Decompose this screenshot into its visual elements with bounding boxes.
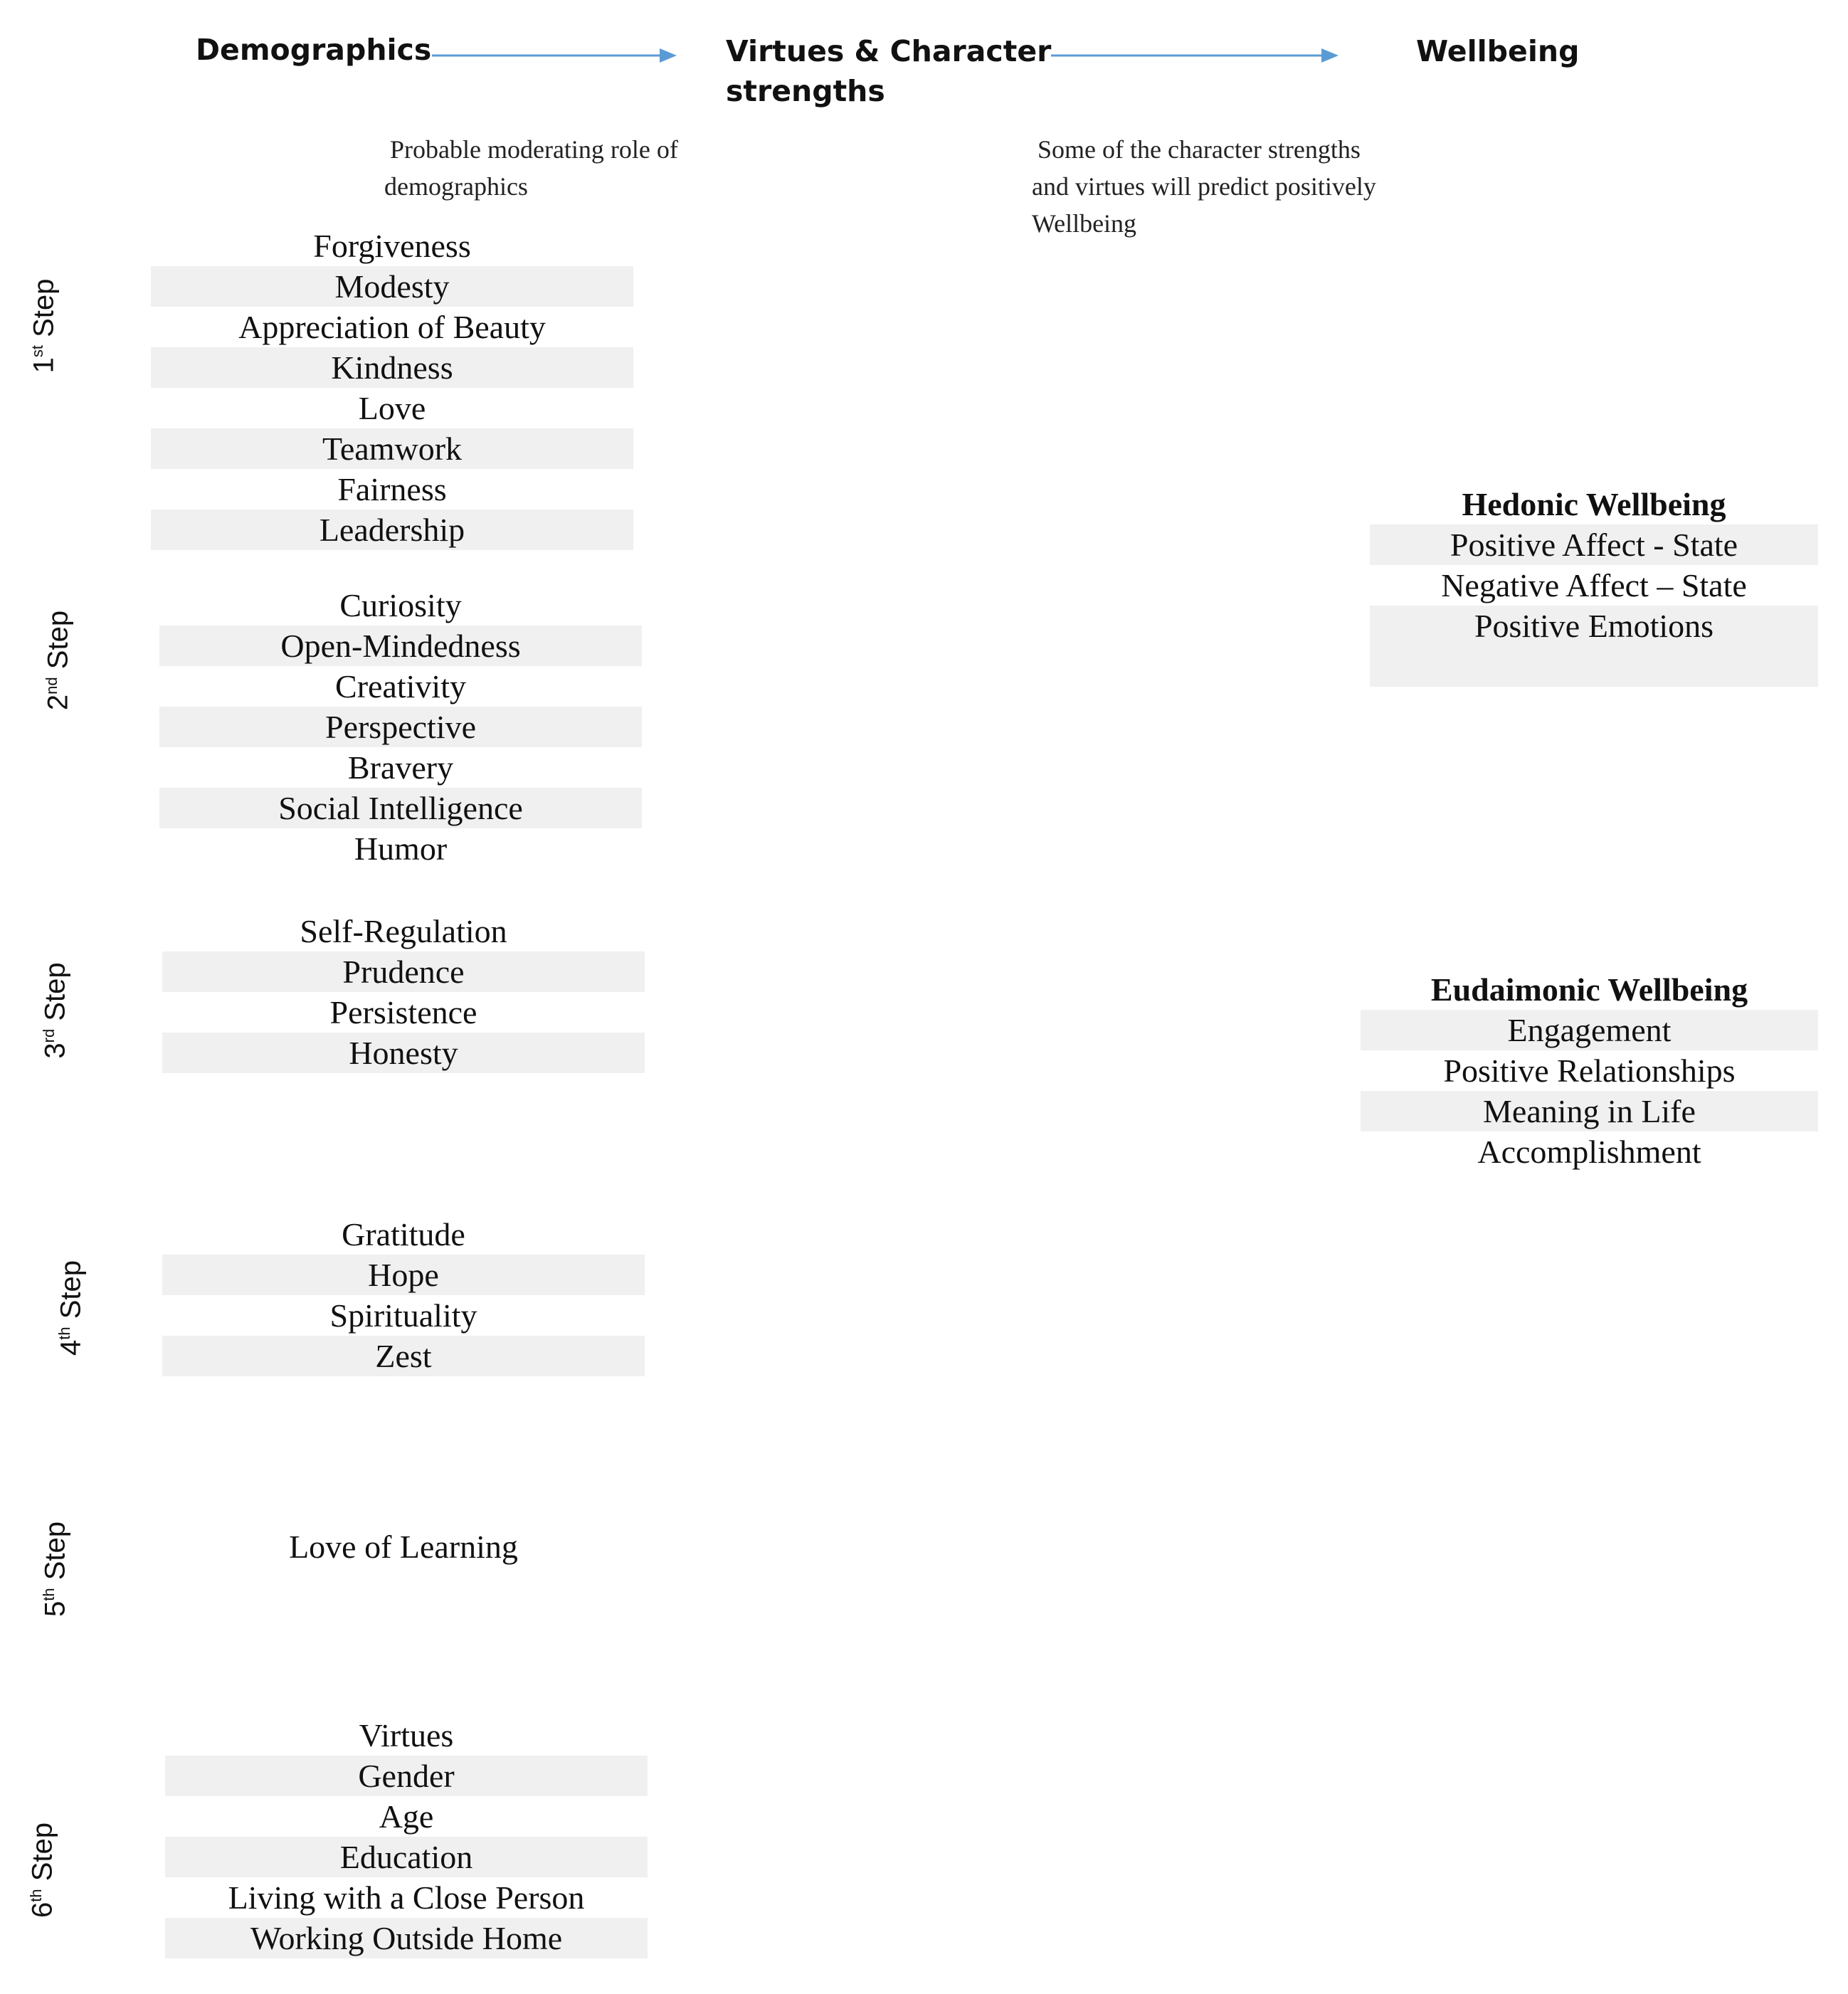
header-virtues-line1: Virtues & Character [726,34,1052,68]
step-3-list [162,911,645,1073]
list-item-social-intelligence: Social Intelligence [159,788,642,828]
list-item-persistence: Persistence [329,994,477,1030]
list-item-zest: Zest [162,1336,645,1376]
list-item-hope: Hope [162,1255,645,1295]
step-label-6: 6th Step [26,1822,58,1919]
arrow-virtues-to-wellbeing [1050,44,1341,67]
list-item-perspective: Perspective [159,707,642,747]
list-item-humor: Humor [354,830,448,867]
list-item-virtues: Virtues [359,1717,454,1753]
list-item-modesty: Modesty [151,266,633,307]
list-item-living-with-a-close-person: Living with a Close Person [228,1879,585,1916]
list-item-love: Love [358,390,426,426]
list-item-kindness: Kindness [151,347,633,388]
list-item-accomplishment: Accomplishment [1477,1134,1701,1170]
hedonic-filler-band [1370,646,1818,687]
note-prediction-line1: Some of the character strengths [1037,135,1361,164]
header-wellbeing: Wellbeing [1416,34,1580,68]
note-prediction-line3: Wellbeing [1032,209,1137,238]
step-6-list [165,1715,648,1958]
list-item-engagement: Engagement [1361,1010,1818,1050]
note-moderating-line2: demographics [384,172,528,201]
eudaimonic-wellbeing-title: Eudaimonic Wellbeing [1430,971,1748,1008]
list-item-fairness: Fairness [337,471,447,507]
header-virtues [726,31,1051,111]
list-item-bravery: Bravery [347,749,454,786]
note-moderating-line1: Probable moderating role of [390,135,678,164]
list-item-creativity: Creativity [335,668,466,705]
list-item-age: Age [379,1798,434,1835]
step-label-3: 3rd Step [39,962,71,1059]
list-item-appreciation-of-beauty: Appreciation of Beauty [238,309,546,345]
list-item-education: Education [165,1837,648,1877]
list-item-spirituality: Spirituality [329,1297,477,1334]
list-item-meaning-in-life: Meaning in Life [1361,1091,1818,1131]
list-item-gender: Gender [165,1756,648,1796]
arrow-demographics-to-virtues [431,44,680,67]
list-item-positive-relationships: Positive Relationships [1443,1053,1736,1089]
step-label-5: 5th Step [39,1521,71,1618]
step-label-2: 2nd Step [42,610,74,711]
step-label-1: 1st Step [28,278,60,374]
step-1-list [151,226,633,550]
list-item-love-of-learning: Love of Learning [289,1529,518,1565]
note-prediction [1032,131,1376,242]
header-virtues-line2: strengths [726,74,885,108]
list-item-curiosity: Curiosity [339,587,462,623]
header-demographics: Demographics [196,33,432,67]
list-item-honesty: Honesty [162,1033,645,1073]
step-2-list [159,585,642,869]
step-5-list [162,1526,645,1567]
eudaimonic-wellbeing-box [1361,969,1818,1172]
note-moderating [384,131,678,205]
step-label-4: 4th Step [55,1260,87,1356]
list-item-teamwork: Teamwork [151,428,633,469]
list-item-positive-emotions: Positive Emotions [1370,606,1818,646]
list-item-leadership: Leadership [151,510,633,550]
note-prediction-line2: and virtues will predict positively [1032,172,1376,201]
list-item-prudence: Prudence [162,951,645,992]
hedonic-wellbeing-title: Hedonic Wellbeing [1462,486,1726,522]
list-item-working-outside-home: Working Outside Home [165,1918,648,1958]
list-item-open-mindedness: Open-Mindedness [159,626,642,666]
hedonic-wellbeing-box [1370,484,1818,687]
list-item-gratitude: Gratitude [342,1216,465,1252]
list-item-positive-affect-state: Positive Affect - State [1370,524,1818,565]
step-4-list [162,1214,645,1376]
list-item-negative-affect-state: Negative Affect – State [1441,567,1747,603]
list-item-self-regulation: Self-Regulation [300,913,507,949]
list-item-forgiveness: Forgiveness [313,228,471,264]
